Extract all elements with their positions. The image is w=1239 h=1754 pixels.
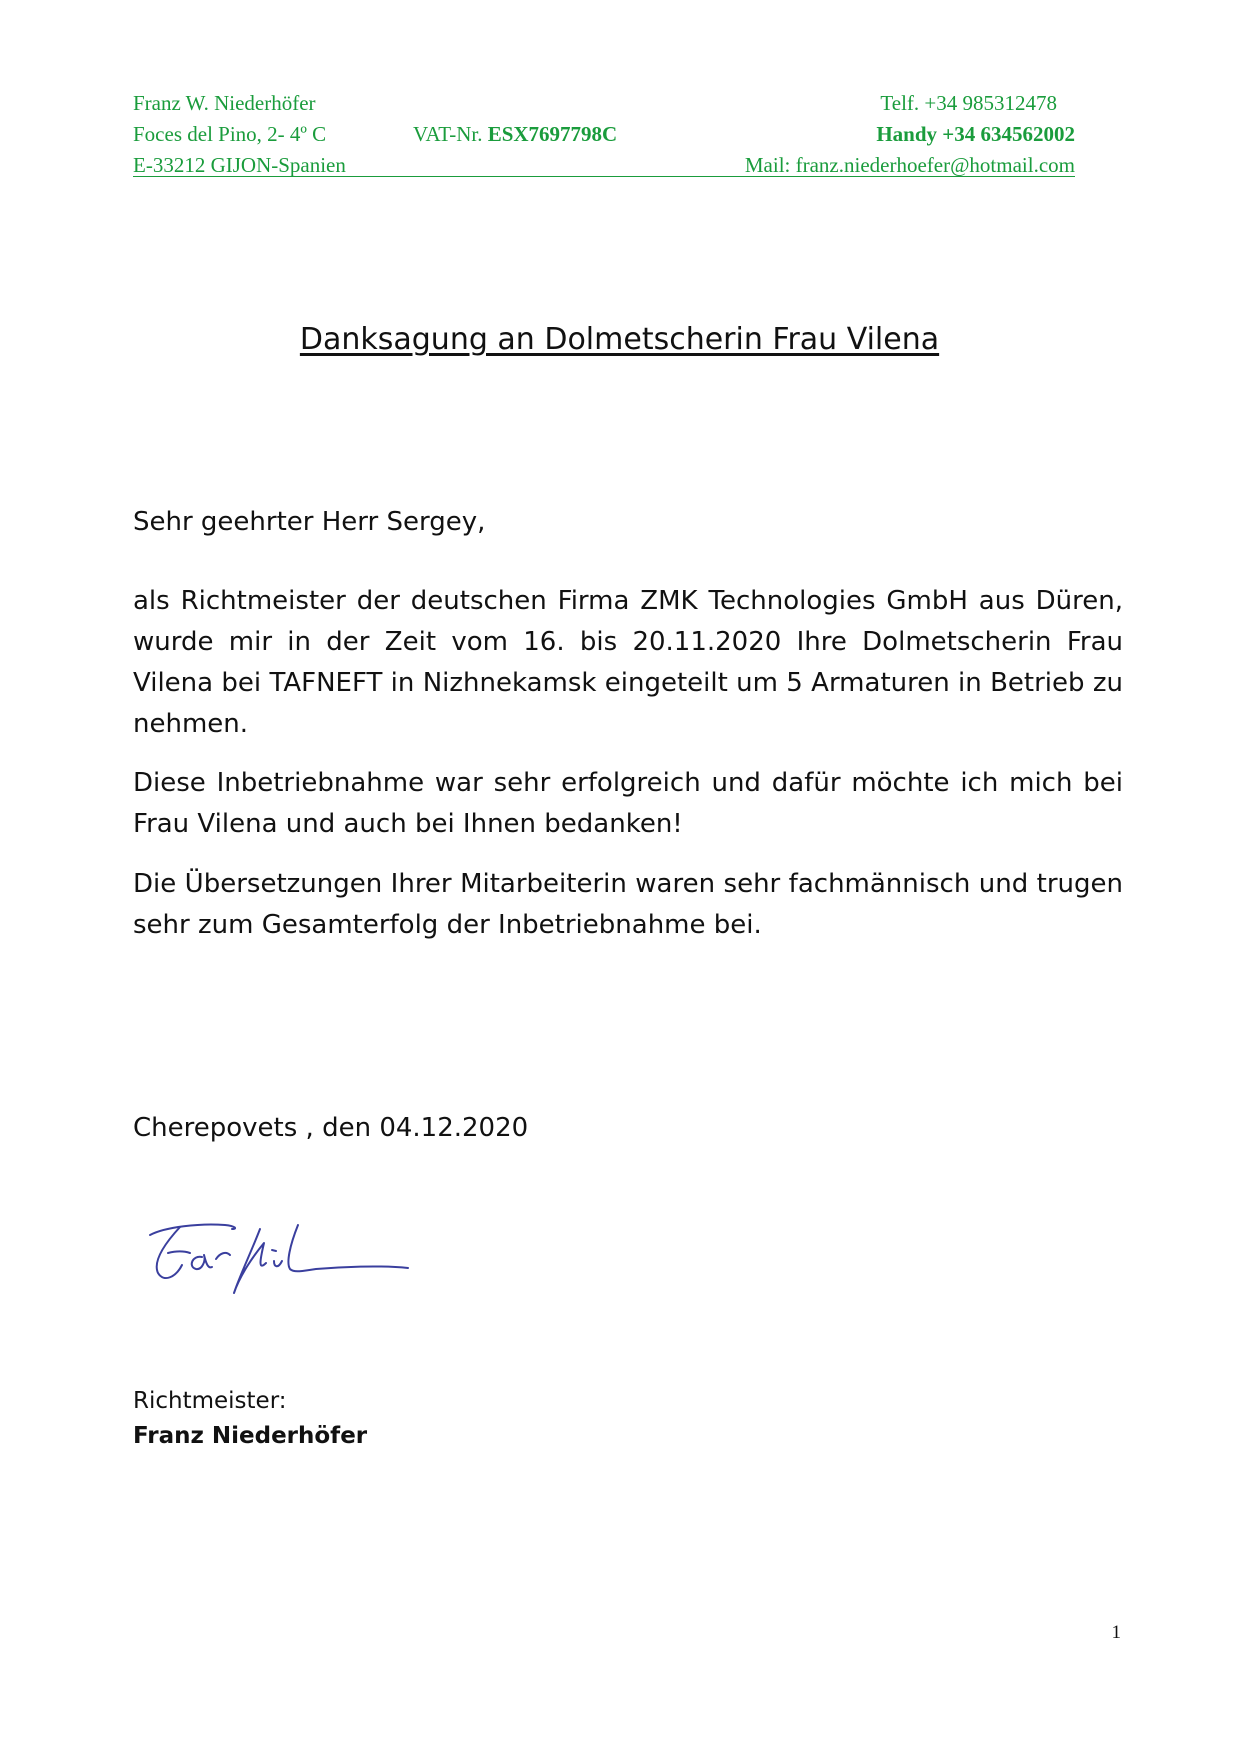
place-date: Cherepovets , den 04.12.2020 xyxy=(133,1113,529,1143)
handwritten-signature xyxy=(140,1205,420,1320)
letterhead-row-1 xyxy=(133,88,1075,119)
vat-label: VAT-Nr. xyxy=(413,122,488,146)
letter-title: Danksagung an Dolmetscherin Frau Vilena xyxy=(299,322,940,357)
letterhead-name: Franz W. Niederhöfer xyxy=(133,91,316,115)
signer-name: Franz Niederhöfer xyxy=(133,1423,368,1449)
letterhead-vat xyxy=(413,119,617,150)
paragraph-2: Diese Inbetriebnahme war sehr erfolgreich und dafür möchte ich mich bei Frau Vilena und auch bei Ihnen bedanken! xyxy=(133,768,1123,839)
vat-number: ESX7697798C xyxy=(487,122,618,146)
letterhead-city: E-33212 GIJON-Spanien xyxy=(133,153,346,177)
signer-role-label: Richtmeister: xyxy=(133,1388,287,1414)
letterhead-phone: Telf. +34 985312478 xyxy=(880,91,1057,115)
paragraph-3: Die Übersetzungen Ihrer Mitarbeiterin waren sehr fachmännisch und trugen sehr zum Gesamterfolg der Inbetriebnahme bei. xyxy=(133,869,1123,940)
letterhead xyxy=(133,88,1075,181)
letterhead-row-2 xyxy=(133,119,1075,150)
letterhead-mail: Mail: franz.niederhoefer@hotmail.com xyxy=(744,153,1075,177)
letterhead-divider xyxy=(133,176,1075,177)
letterhead-mobile: Handy +34 634562002 xyxy=(876,122,1075,146)
paragraph-1: als Richtmeister der deutschen Firma ZMK Technologies GmbH aus Düren, wurde mir in der Zeit vom 16. bis 20.11.2020 Ihre Dolmetscherin Frau Vilena bei TAFNEFT in Nizhnekamsk eingeteilt um 5 Armaturen in Betrieb zu nehmen. xyxy=(133,586,1123,739)
salutation: Sehr geehrter Herr Sergey, xyxy=(133,507,486,537)
letterhead-street: Foces del Pino, 2- 4º C xyxy=(133,122,327,146)
page-number: 1 xyxy=(1111,1622,1121,1643)
